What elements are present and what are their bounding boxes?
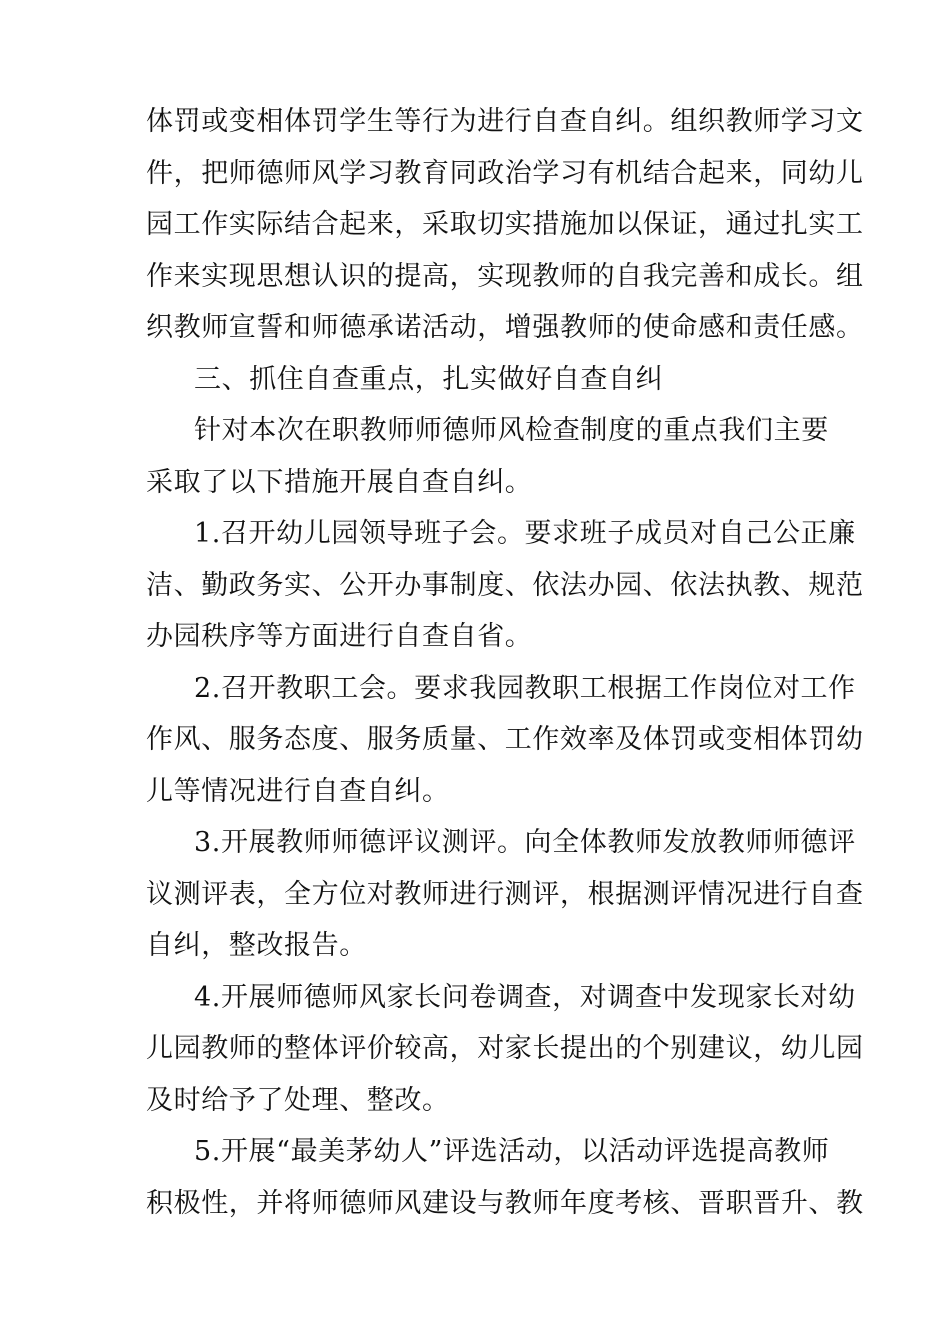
list-item-3: 3.开展教师师德评议测评。向全体教师发放教师师德评 — [194, 827, 856, 858]
section-heading: 三、抓住自查重点，扎实做好自查自纠 — [194, 363, 664, 395]
text-line: 作风、服务态度、服务质量、工作效率及体罚或变相体罚幼 — [146, 724, 864, 755]
text-line: 积极性，并将师德师风建设与教师年度考核、晋职晋升、教 — [146, 1187, 864, 1219]
text-line: 及时给予了处理、整改。 — [146, 1084, 450, 1116]
text-line: 儿等情况进行自查自纠。 — [146, 775, 450, 807]
text-line: 件，把师德师风学习教育同政治学习有机结合起来，同幼儿 — [146, 157, 864, 189]
list-item-4: 4.开展师德师风家长问卷调查，对调查中发现家长对幼 — [194, 981, 856, 1013]
body-text — [146, 96, 864, 1229]
text-line: 体罚或变相体罚学生等行为进行自查自纠。组织教师学习文 — [146, 106, 864, 137]
text-line: 作来实现思想认识的提高，实现教师的自我完善和成长。组 — [146, 260, 864, 292]
text-line: 洁、勤政务实、公开办事制度、依法办园、依法执教、规范 — [146, 569, 864, 601]
list-item-5: 5.开展“最美茅幼人”评选活动，以活动评选提高教师 — [194, 1136, 830, 1167]
list-item-2: 2.召开教职工会。要求我园教职工根据工作岗位对工作 — [194, 672, 856, 704]
text-line: 织教师宣誓和师德承诺活动，增强教师的使命感和责任感。 — [146, 312, 864, 343]
text-line: 儿园教师的整体评价较高，对家长提出的个别建议，幼儿园 — [146, 1033, 864, 1064]
list-item-1: 1.召开幼儿园领导班子会。要求班子成员对自己公正廉 — [194, 518, 856, 549]
text-line: 自纠，整改报告。 — [146, 930, 367, 961]
text-line: 园工作实际结合起来，采取切实措施加以保证，通过扎实工 — [146, 209, 864, 240]
text-line: 议测评表，全方位对教师进行测评，根据测评情况进行自查 — [146, 878, 864, 910]
text-line: 办园秩序等方面进行自查自省。 — [146, 621, 533, 652]
text-line: 采取了以下措施开展自查自纠。 — [146, 466, 533, 498]
text-line: 针对本次在职教师师德师风检查制度的重点我们主要 — [194, 415, 829, 446]
